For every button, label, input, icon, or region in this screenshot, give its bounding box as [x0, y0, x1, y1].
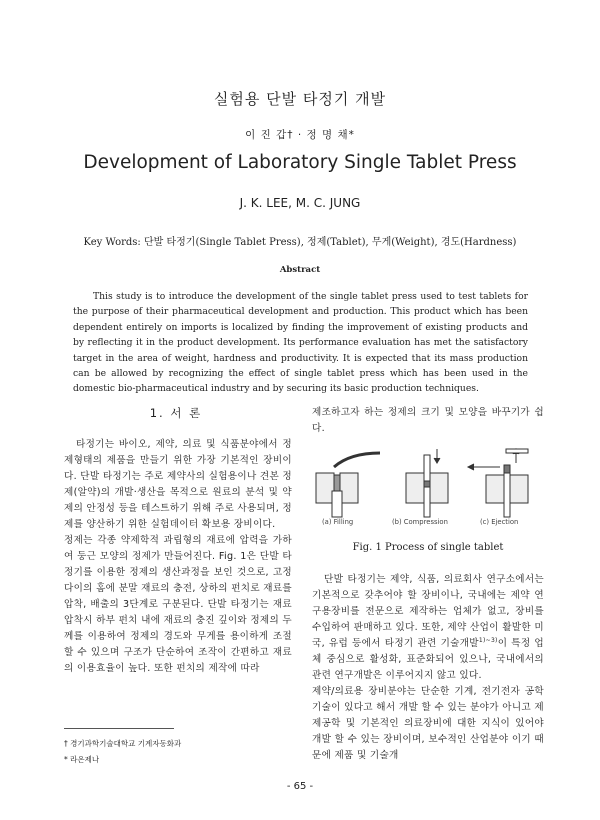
- abstract-body: [73, 289, 528, 397]
- left-column: [64, 437, 292, 677]
- footnote-affiliation-1: † 경기과학기술대학교 기계자동화과: [64, 739, 182, 748]
- section-heading: 1. 서 론: [149, 406, 203, 420]
- figure-label-compression: (b) Compression: [392, 518, 448, 526]
- title-english: Development of Laboratory Single Tablet Press: [83, 152, 517, 173]
- left-paragraph-2: 정제는 각종 약제학적 과립형의 재료에 압력을 가하여 둥근 모양의 정제가 만들어진다. Fig. 1은 단발 타정기를 이용한 정제의 생산과정을 보인 것으로, 고정 다이의 홈에 분말 재료의 충전, 상하의 펀치로 재료를 압착, 배출의 3단계로 구분된다. 단발 타정기는 재료 압착시 하부 펀치 내에 재료의 충진 깊이와 정제의 두께를 이용하여 정제의 경도와 무게를 용이하게 조절할 수 있으며 구조가 단순하여 조작이 간편하고 재료의 이용효율이 높다. 또한 펀치의 제작에 따라: [64, 535, 292, 674]
- reference-superscript: 1)~3): [478, 636, 498, 644]
- figure-caption: Fig. 1 Process of single tablet: [352, 542, 504, 553]
- authors-korean: 이 진 갑† · 정 명 채*: [245, 129, 355, 141]
- tablet-press-figure: [310, 445, 546, 525]
- right-paragraph-1: [312, 572, 544, 684]
- authors-english: J. K. LEE, M. C. JUNG: [239, 196, 361, 210]
- right-paragraph-1-a: 단발 타정기는 제약, 식품, 의료회사 연구소에서는 기본적으로 갖추어야 할 장비이나, 국내에는 제약 연구용장비를 전문으로 제작하는 업체가 없고, 장비를 수입하여 판매하고 있다. 또한, 제약 산업이 활발한 미국, 유럽 등에서 타정기 관련 기술개발: [312, 574, 544, 649]
- right-column-bottom: [312, 572, 544, 764]
- abstract-text: This study is to introduce the development of the single tablet press used to test tablets for the purpose of their pharmaceutical development and production. This product which has been dependent entirely on imports is localized by finding the improvement of existing products and by reflecting it in the product development. Its performance evaluation has met the satisfactory target in the area of weight, hardness and productivity. It is expected that its mass production can be allowed by recognizing the effect of single tablet press which has been used in the domestic bio-pharmaceutical industry and by securing its basic production techniques.: [73, 291, 528, 395]
- title-korean: 실험용 단발 타정기 개발: [213, 90, 387, 108]
- right-paragraph-2: 제약/의료용 장비분야는 단순한 기계, 전기전자 공학기술이 있다고 해서 개발 할 수 있는 분야가 아니고 제제공학 및 기본적인 의료장비에 대한 지식이 있어야 개발 할 수 있는 장비이며, 보수적인 산업분야 이기 때문에 제품 및 기술개: [312, 686, 544, 761]
- right-paragraph-1-b: 이 특정 업체 중심으로 활성화, 표준화되어 있으나, 국내에서의 관련 연구개발은 이루어지지 않고 있다.: [312, 638, 544, 681]
- figure-label-ejection: (c) Ejection: [480, 518, 519, 526]
- right-column-top: [312, 405, 544, 437]
- footnote-rule: [64, 728, 174, 729]
- left-paragraph-1: 타정기는 바이오, 제약, 의료 및 식품분야에서 정제형태의 제품을 만들기 위한 가장 기본적인 장비이다. 단발 타정기는 주로 제약사의 실험용이나 견본 정제(알약)의 개발·생산을 목적으로 원료의 분석 및 약제의 안정성 등을 테스트하기 위해 주로 사용되며, 정제를 양산하기 위한 실험데이터 확보용 장비이다.: [64, 439, 292, 530]
- right-paragraph-continued: 제조하고자 하는 정제의 크기 및 모양을 바꾸기가 쉽다.: [312, 407, 544, 434]
- keywords: Key Words: 단발 타정기(Single Tablet Press), 정제(Tablet), 무게(Weight), 경도(Hardness): [83, 237, 517, 248]
- filling-diagram: [316, 453, 380, 517]
- page-number: - 65 -: [286, 781, 314, 792]
- ejection-diagram: [468, 449, 528, 517]
- abstract-heading: Abstract: [279, 265, 321, 275]
- footnote-affiliation-2: * 라온제나: [64, 755, 100, 764]
- figure-label-filling: (a) Filling: [322, 518, 354, 526]
- compression-diagram: [406, 449, 448, 517]
- footnotes: [64, 736, 181, 768]
